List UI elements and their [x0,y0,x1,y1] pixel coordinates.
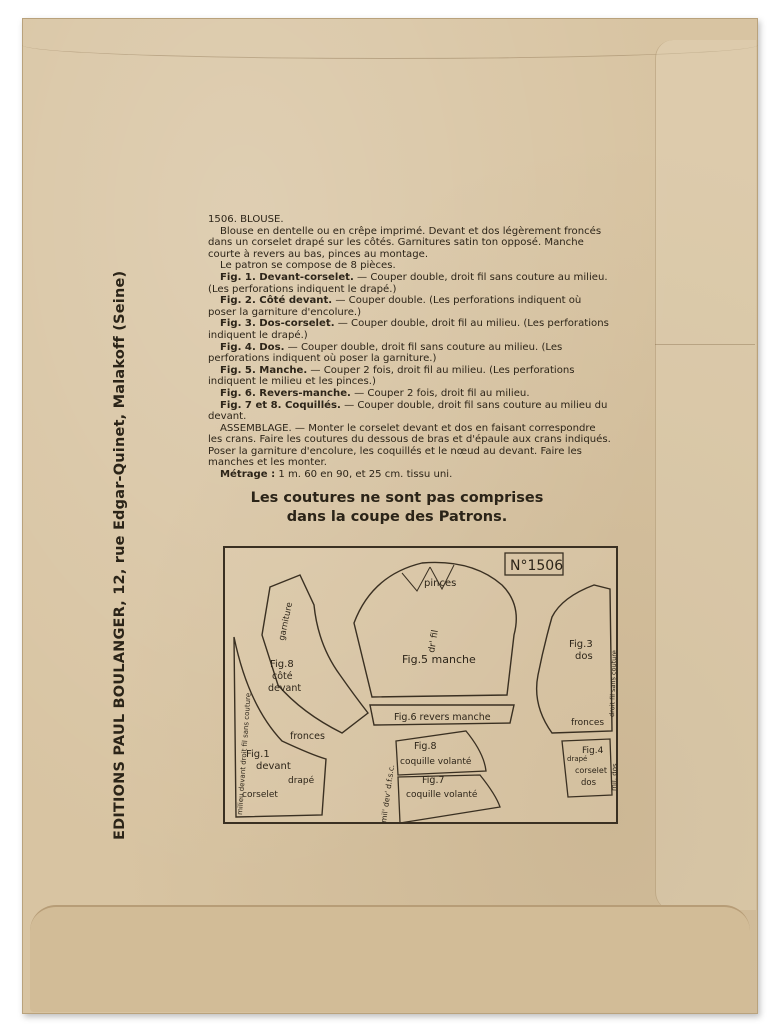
envelope-side-flap [655,40,756,910]
pattern-description: Blouse en dentelle ou en crêpe imprimé. Devant et dos légèrement froncés dans un corselet drapé sur les côtés. Garnitures satin ton opposé. Manche courte à revers au bas, pinces au montage. [208,225,602,260]
label-corselet-left: corselet [242,790,278,800]
label-garniture: garniture [277,601,296,642]
label-fig8-ruffle-1: Fig.8 [414,741,437,752]
label-fronces-right: fronces [571,718,605,728]
figure-instruction: Fig. 6. Revers-manche. — Couper 2 fois, droit fil au milieu. [220,387,530,399]
envelope-bottom-flap [30,905,750,1012]
assembly-instruction: ASSEMBLAGE. — Monter le corselet devant et dos en faisant correspondre les crans. Faire les coutures du dessous de bras et d'épaule aux crans indiqués. Poser la garniture d'encolure, les coquillés et le nœud au devant. Faire les manches et les monter. [208,422,611,469]
label-fig5: Fig.5 manche [402,653,476,666]
label-corselet-right: corselet [575,766,607,775]
label-mil-dos: mil. dos [610,763,619,792]
metrage: Métrage : 1 m. 60 en 90, et 25 cm. tissu uni. [220,469,453,481]
label-fig3-2: dos [575,651,593,662]
label-fig6: Fig.6 revers manche [394,712,491,723]
label-fig1-1: Fig.1 [246,749,270,760]
label-mil-dev: mil' dev' d.f.s.c. [379,763,397,824]
pattern-diagram [222,545,622,828]
figure-instruction: Fig. 1. Devant-corselet. — Couper double, droit fil sans couture au milieu. (Les perforations indiquent le drapé.) [208,271,608,295]
figure-instruction: Fig. 5. Manche. — Couper 2 fois, droit fil au milieu. (Les perforations indiquent le milieu et les pinces.) [208,364,575,388]
envelope-seam [655,344,755,345]
pattern-title: 1506. BLOUSE. [208,214,284,225]
label-dos-right: dos [581,778,597,788]
label-fig1-2: devant [256,761,291,772]
label-fig7-2: coquille volanté [406,790,478,800]
label-pinces: pinces [424,578,457,589]
notice-line: Les coutures ne sont pas comprises [250,490,544,506]
seam-allowance-notice [222,489,572,527]
label-milieu-devant: milieu devant droit fil sans couture [236,692,253,816]
label-drape-left: drapé [288,776,315,786]
publisher-imprint: EDITIONS PAUL BOULANGER, 12, rue Edgar-Quinet, Malakoff (Seine) [112,270,128,840]
figure-instruction: Fig. 7 et 8. Coquillés. — Couper double, droit fil sans couture au milieu du devant. [208,399,608,423]
label-fig7-1: Fig.7 [422,775,445,786]
label-fig3-1: Fig.3 [569,639,593,650]
label-fronces-left: fronces [290,731,325,742]
figure-instruction: Fig. 4. Dos. — Couper double, droit fil sans couture au milieu. (Les perforations indiquent où poser la garniture.) [208,341,563,365]
figure-instruction: Fig. 2. Côté devant. — Couper double. (Les perforations indiquent où poser la garniture d'encolure.) [208,295,582,318]
diagram-number: N°1506 [510,558,564,574]
label-fig8-ruffle-2: coquille volanté [400,757,472,767]
label-fig8-side-1: Fig.8 [270,659,294,670]
label-droit-fil-right: droit fil sans couture [608,650,619,718]
label-fig4: Fig.4 [582,746,604,756]
notice-line: dans la coupe des Patrons. [286,509,508,525]
label-drape-right: drapé [567,755,588,763]
figure-instruction: Fig. 3. Dos-corselet. — Couper double, droit fil au milieu. (Les perforations indiquent le drapé.) [208,318,609,341]
envelope-top-flap [22,18,758,59]
pattern-pieces: Le patron se compose de 8 pièces. [220,260,396,272]
label-fig8-side-3: devant [268,683,302,694]
pattern-instructions [208,214,612,481]
label-droit-fil: dr' fil [427,629,441,654]
label-fig8-side-2: côté [272,671,293,682]
